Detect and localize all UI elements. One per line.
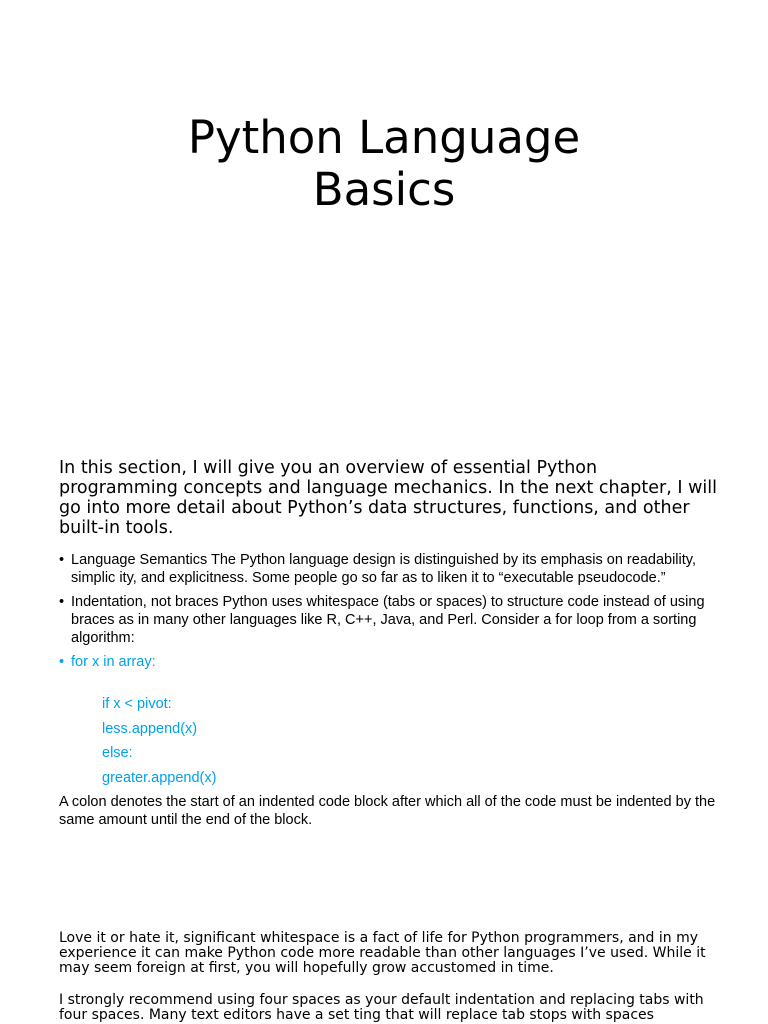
title-line-2: Basics	[312, 163, 456, 216]
bullet-marker: •	[59, 594, 65, 610]
code-line: else:	[102, 745, 133, 761]
code-line: less.append(x)	[102, 720, 198, 737]
page-title	[0, 112, 768, 216]
bullet-text: Indentation, not braces Python uses whitespace (tabs or spaces) to structure code instead of using braces as in many other languages like R, C++, Java, and Perl. Consider a for loop from a sorting algorithm:	[71, 594, 705, 646]
body-paragraph: Love it or hate it, significant whitespace is a fact of life for Python programmers, and in my experience it can make Python code more readable than other languages I’ve used. While it may seem foreign at first, you will hopefully grow accustomed in time.	[59, 930, 706, 976]
list-item	[59, 593, 719, 647]
bullet-list	[59, 551, 719, 677]
bullet-marker: •	[59, 552, 65, 568]
list-item	[59, 551, 719, 587]
code-line: greater.append(x)	[102, 769, 217, 786]
colon-note: A colon denotes the start of an indented code block after which all of the code must be indented by the same amount until the end of the block.	[59, 794, 716, 828]
code-line: if x < pivot:	[102, 696, 172, 712]
code-line: for x in array:	[71, 654, 156, 670]
bullet-marker: •	[59, 654, 65, 670]
bullet-text: Language Semantics The Python language design is distinguished by its emphasis on readability, simplic ity, and explicitness. Some people go so far as to liken it to “executable pseudocode.”	[71, 552, 696, 586]
title-line-1: Python Language	[187, 111, 581, 164]
body-paragraph: I strongly recommend using four spaces as your default indentation and replacing tabs with four spaces. Many text editors have a set ting that will replace tab stops with spaces	[59, 992, 704, 1023]
code-block	[102, 695, 216, 793]
intro-paragraph: In this section, I will give you an overview of essential Python programming concepts and language mechanics. In the next chapter, I will go into more detail about Python’s data structures, functions, and other built-in tools.	[59, 458, 717, 538]
list-item	[59, 653, 719, 671]
